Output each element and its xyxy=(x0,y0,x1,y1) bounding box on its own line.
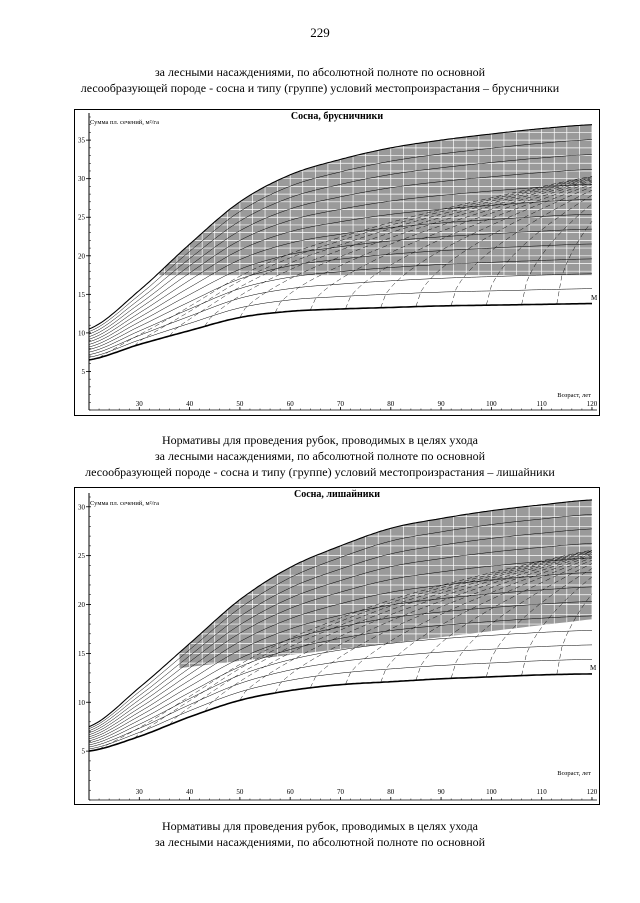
caption-line: за лесными насаждениями, по абсолютной полноте по основной xyxy=(154,835,486,849)
y-tick-label: 15 xyxy=(78,649,85,658)
caption-line: лесообразующей породе - сосна и типу (группе) условий местопроизрастания – брусничники xyxy=(80,81,560,95)
curve-label: М xyxy=(590,664,597,672)
x-axis-label: Возраст, лет xyxy=(557,770,591,777)
x-tick-label: 60 xyxy=(286,400,294,408)
y-tick-label: 25 xyxy=(78,552,85,561)
caption-line: Нормативы для проведения рубок, проводимых в целях ухода xyxy=(161,819,478,833)
x-tick-label: 70 xyxy=(336,788,344,796)
x-tick-label: 110 xyxy=(536,788,547,796)
x-tick-label: 100 xyxy=(486,788,497,796)
x-axis-label: Возраст, лет xyxy=(557,392,591,399)
x-tick-label: 120 xyxy=(586,400,598,408)
y-axis-label: Сумма пл. сечений, м²/га xyxy=(90,500,159,507)
x-tick-label: 80 xyxy=(387,400,395,408)
x-tick-label: 50 xyxy=(236,788,244,796)
x-tick-label: 70 xyxy=(336,400,344,408)
x-tick-label: 30 xyxy=(135,400,143,408)
caption-middle xyxy=(0,432,640,480)
caption-line: за лесными насаждениями, по абсолютной полноте по основной xyxy=(154,449,486,463)
x-tick-label: 90 xyxy=(437,400,445,408)
y-tick-label: 20 xyxy=(78,601,85,610)
y-tick-label: 10 xyxy=(78,698,85,707)
caption-line: Нормативы для проведения рубок, проводимых в целях ухода xyxy=(161,433,478,447)
y-tick-label: 30 xyxy=(78,175,85,184)
x-tick-label: 100 xyxy=(486,400,497,408)
chart-plot-area xyxy=(75,110,599,415)
shaded-band xyxy=(180,500,593,668)
x-tick-label: 60 xyxy=(286,788,294,796)
y-tick-label: 10 xyxy=(78,329,85,338)
caption-top xyxy=(0,64,640,96)
x-tick-label: 30 xyxy=(135,788,143,796)
chart-title: Сосна, лишайники xyxy=(293,489,381,500)
fill-curve xyxy=(89,659,592,749)
x-tick-label: 50 xyxy=(236,400,244,408)
caption-bottom xyxy=(0,818,640,850)
caption-line: лесообразующей породе - сосна и типу (группе) условий местопроизрастания – лишайники xyxy=(85,465,555,479)
fill-curve xyxy=(89,289,592,358)
caption-line: за лесными насаждениями, по абсолютной полноте по основной xyxy=(154,65,486,79)
y-tick-label: 30 xyxy=(78,503,85,512)
shaded-band xyxy=(159,125,592,275)
y-tick-label: 5 xyxy=(81,747,85,756)
x-tick-label: 90 xyxy=(437,788,445,796)
chart-plot-area xyxy=(75,488,599,804)
y-tick-label: 15 xyxy=(78,290,85,299)
y-axis-label: Сумма пл. сечений, м²/га xyxy=(90,119,159,126)
y-tick-label: 35 xyxy=(78,136,85,145)
chart-lishainiki xyxy=(74,487,600,805)
y-tick-label: 25 xyxy=(78,213,85,222)
x-tick-label: 40 xyxy=(186,400,194,408)
x-tick-label: 110 xyxy=(536,400,547,408)
chart-title: Сосна, брусничники xyxy=(290,111,384,122)
y-tick-label: 20 xyxy=(78,252,85,261)
x-tick-label: 120 xyxy=(586,788,598,796)
page-number: 229 xyxy=(310,25,330,40)
chart-brusnichniki xyxy=(74,109,600,416)
fill-curve xyxy=(89,645,592,747)
y-tick-label: 5 xyxy=(81,367,85,376)
x-tick-label: 80 xyxy=(387,788,395,796)
x-tick-label: 40 xyxy=(186,788,194,796)
curve-label: М xyxy=(591,294,598,302)
